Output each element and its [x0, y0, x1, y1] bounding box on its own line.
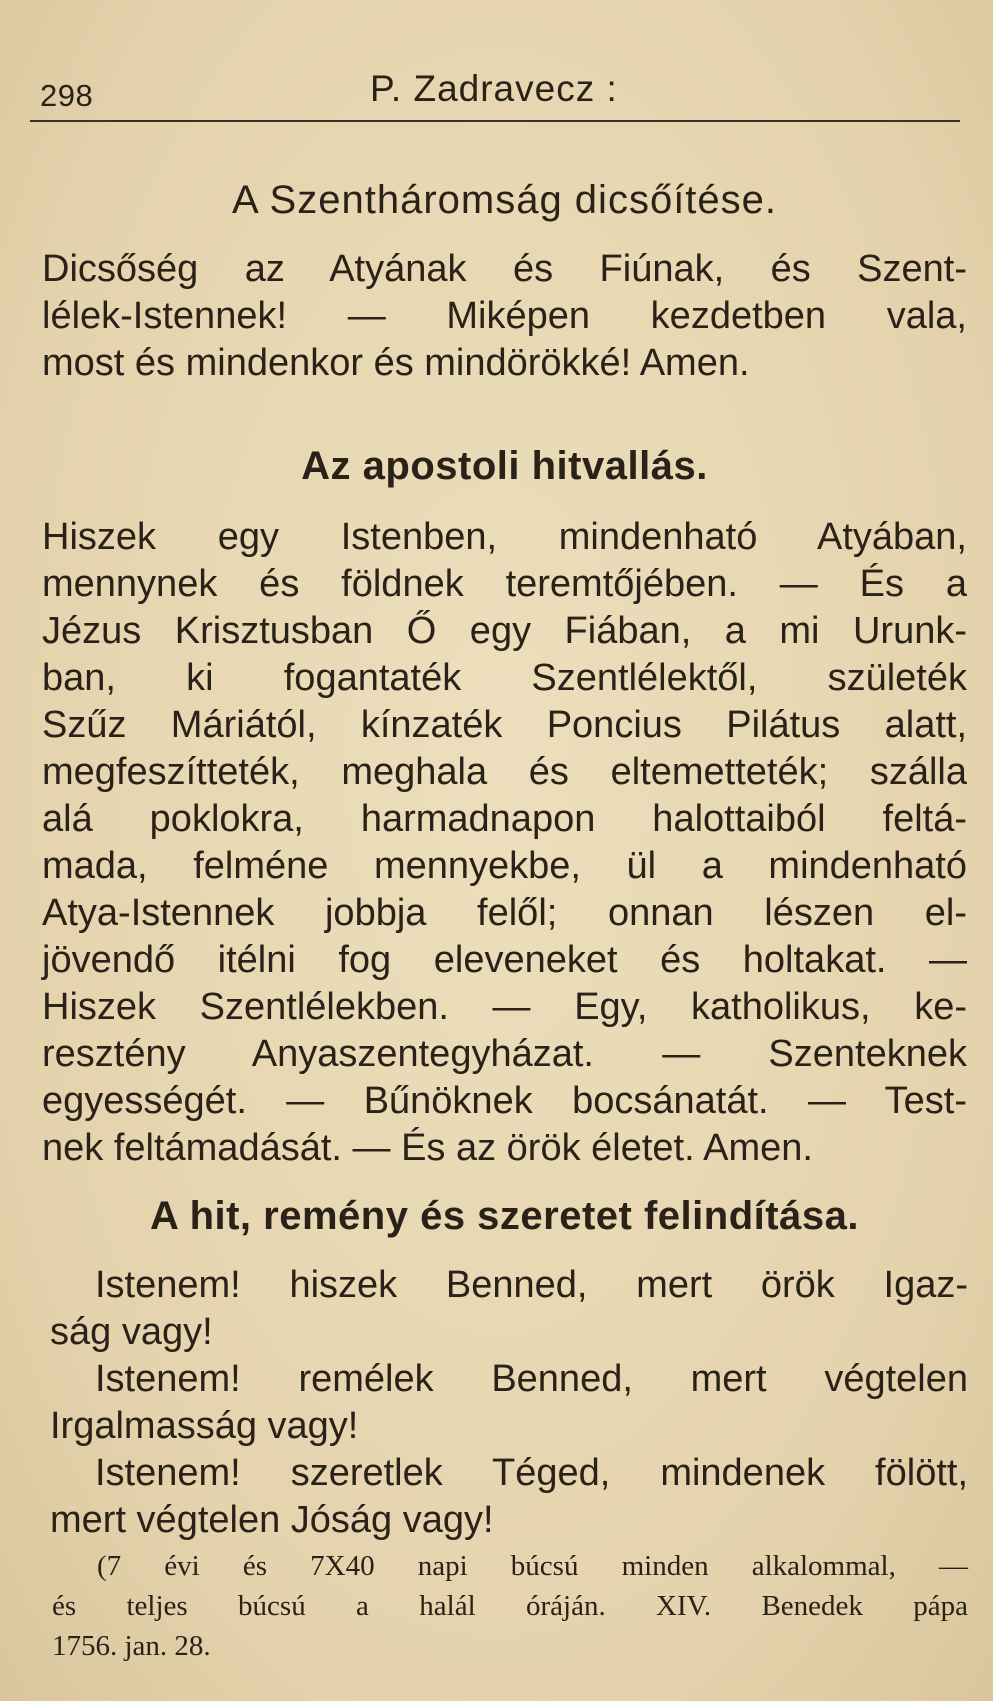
- text-line: mennynek és földnek teremtőjében. — És a: [42, 563, 967, 605]
- text-line: Istenem! remélek Benned, mert végtelen: [95, 1358, 968, 1400]
- page-number: 298: [40, 78, 94, 113]
- text-line: megfeszítteték, meghala és eltemetteték; szálla: [42, 751, 967, 793]
- section-virtues-text: [50, 1262, 968, 1544]
- text-line: Istenem! szeretlek Téged, mindenek fölött,: [95, 1452, 968, 1494]
- section-trinity: [42, 178, 967, 223]
- section-title: A Szentháromság dicsőítése.: [231, 178, 778, 222]
- prayer-love: [50, 1450, 968, 1544]
- page-header: [30, 60, 960, 122]
- section-creed: [42, 444, 967, 489]
- text-line: ban, ki fogantaték Szentlélektől, születék: [42, 657, 967, 699]
- text-line: Atya-Istennek jobbja felől; onnan lészen el-: [42, 892, 967, 934]
- text-line: Hiszek egy Istenben, mindenható Atyában,: [42, 516, 967, 558]
- note-line: (7 évi és 7X40 napi búcsú minden alkalommal, —: [97, 1550, 968, 1582]
- text-line: jövendő itélni fog eleveneket és holtakat. —: [42, 939, 967, 981]
- section-title: A hit, remény és szeretet felindítása.: [150, 1194, 859, 1238]
- text-line: egyességét. — Bűnöknek bocsánatát. — Test-: [42, 1080, 967, 1122]
- text-line: Istenem! hiszek Benned, mert örök Igaz-: [95, 1264, 968, 1306]
- text-line: mada, felméne mennyekbe, ül a mindenható: [42, 845, 967, 887]
- note-line: és teljes búcsú a halál óráján. XIV. Benedek pápa: [52, 1590, 968, 1622]
- text-line: Irgalmasság vagy!: [50, 1405, 359, 1447]
- prayer-hope: [50, 1356, 968, 1450]
- text-line: Jézus Krisztusban Ő egy Fiában, a mi Urunk-: [42, 610, 967, 652]
- section-virtues: [42, 1194, 967, 1239]
- indulgence-note: [52, 1546, 968, 1666]
- prayer-faith: [50, 1262, 968, 1356]
- section-trinity-text: [42, 246, 967, 387]
- note-line: 1756. jan. 28.: [52, 1630, 211, 1662]
- text-line: Dicsőség az Atyának és Fiúnak, és Szent-: [42, 248, 967, 290]
- text-line: lélek-Istennek! — Miképen kezdetben vala,: [42, 295, 967, 337]
- running-head: P. Zadravecz :: [370, 68, 618, 109]
- text-line: nek feltámadását. — És az örök életet. Amen.: [42, 1127, 813, 1169]
- text-line: most és mindenkor és mindörökké! Amen.: [42, 342, 750, 384]
- text-line: Hiszek Szentlélekben. — Egy, katholikus, ke-: [42, 986, 967, 1028]
- text-line: mert végtelen Jóság vagy!: [50, 1499, 494, 1541]
- text-line: alá poklokra, harmadnapon halottaiból feltá-: [42, 798, 967, 840]
- text-line: ság vagy!: [50, 1311, 213, 1353]
- section-creed-text: [42, 514, 967, 1172]
- text-line: resztény Anyaszentegyházat. — Szenteknek: [42, 1033, 967, 1075]
- text-line: Szűz Máriától, kínzaték Poncius Pilátus alatt,: [42, 704, 967, 746]
- section-title: Az apostoli hitvallás.: [301, 444, 708, 488]
